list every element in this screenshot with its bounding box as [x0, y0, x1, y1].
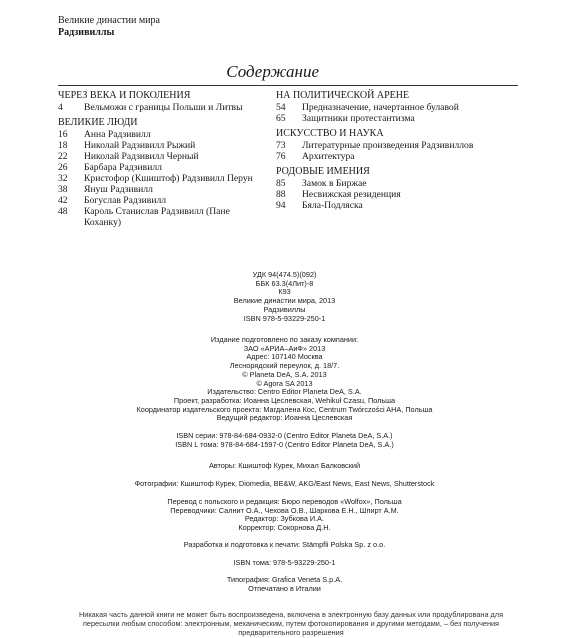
toc-divider: [58, 85, 518, 86]
prepress-line: Разработка и подготовка к печати: Stämpfli Polska Sp. z o.o.: [183, 540, 386, 549]
toc-entry-title: Николай Радзивилл Рыжий: [84, 140, 196, 151]
copyright-notice: Никакая часть данной книги не может быть воспроизведена, включена в электронную базу данных или продублирована для пересылки любым способом: электронным, механическим, путем фотокопирования и другими методами, – без получения предварительного разрешения: [78, 610, 504, 637]
toc-page-number: 4: [58, 102, 63, 113]
isbn-volume-line: ISBN тома: 978-5-93229-250-1: [233, 558, 336, 567]
toc-left-column: [58, 90, 258, 228]
toc-page-number: 65: [276, 113, 286, 124]
toc-page-number: 88: [276, 189, 286, 200]
toc-right-column: [276, 90, 476, 211]
imprint-line: Координатор издательского проекта: Магдалена Кос, Centrum Twórczości AHA, Польша: [136, 404, 433, 414]
imprint-line: Переводчики: Салнит О.А., Чехова О.В., Шаркова Е.Н., Шпирт А.М.: [170, 505, 399, 515]
toc-section-heading: НА ПОЛИТИЧЕСКОЙ АРЕНЕ: [276, 90, 410, 101]
toc-entry-title: Замок в Биржае: [302, 178, 367, 189]
toc-page-number: 18: [58, 140, 68, 151]
imprint-line: © Planeta DeA, S.A. 2013: [242, 369, 327, 379]
photos-line: Фотографии: Кшиштоф Курек, Diomedia, BE&W, AKG/East News, East News, Shutterstock: [134, 479, 435, 488]
toc-page-number: 94: [276, 200, 286, 211]
imprint-line: Проект, разработка: Иоанна Цеслевская, Wehikuł Czasu, Польша: [173, 395, 396, 405]
toc-entry: [276, 140, 476, 151]
series-header: [58, 15, 160, 39]
translation-block: [0, 498, 569, 533]
imprint-line: Издание подготовлено по заказу компании:: [210, 335, 359, 344]
toc-entry-title: Богуслав Радзивилл: [84, 195, 167, 206]
toc-entry-title: Вельможи с границы Польши и Литвы: [84, 102, 243, 113]
toc-entry-title: Януш Радзивилл: [84, 184, 153, 195]
toc-entry-title: Кароль Станислав Радзивилл (Пане Коханку): [84, 206, 230, 228]
toc-entry-title: Литературные произведения Радзивиллов: [302, 140, 474, 151]
toc-entry: [58, 195, 258, 206]
imprint-line: Ведущий редактор: Иоанна Цеслевская: [216, 413, 353, 423]
toc-entry-title: Кристофор (Кшиштоф) Радзивилл Перун: [84, 173, 253, 184]
toc-entry: [58, 129, 258, 140]
toc-page-number: 16: [58, 129, 68, 140]
toc-entry: [276, 200, 476, 211]
toc-entry: [276, 189, 476, 200]
imprint-line: ЗАО «АРИА–АиФ» 2013: [243, 343, 326, 353]
toc-entry-title: Анна Радзивилл: [84, 129, 151, 140]
toc-entry: [58, 173, 258, 184]
authors-line: Авторы: Кшиштоф Курек, Михал Балковский: [208, 461, 361, 470]
toc-title: Содержание: [226, 62, 319, 81]
toc-section-heading: ВЕЛИКИЕ ЛЮДИ: [58, 117, 138, 128]
isbn-block: [0, 432, 569, 449]
toc-entry: [58, 184, 258, 195]
toc-entry: [58, 102, 258, 113]
imprint-line: Перевод с польского и редакция: Бюро переводов «Wolfox», Польша: [167, 497, 402, 506]
imprint-line: Великие династии мира, 2013: [233, 296, 336, 306]
imprint-line: Типография: Grafica Veneta S.p.A.: [226, 575, 343, 584]
toc-entry: [58, 162, 258, 173]
toc-section-heading: РОДОВЫЕ ИМЕНИЯ: [276, 166, 370, 177]
imprint-line: Отпечатано в Италии: [248, 583, 321, 593]
toc-page-number: 22: [58, 151, 68, 162]
publisher-block: [0, 336, 569, 423]
udk-block: [0, 271, 569, 323]
toc-page-number: 85: [276, 178, 286, 189]
toc-entry: [58, 151, 258, 162]
toc-entry-title: Предназначение, начертанное булавой: [302, 102, 459, 113]
toc-entry: [276, 113, 476, 124]
imprint-line: Леснорядский переулок, д. 18/7.: [229, 361, 340, 371]
toc-page-number: 73: [276, 140, 286, 151]
toc-page-number: 32: [58, 173, 68, 184]
imprint-line: Редактор: Зубкова И.А.: [244, 514, 325, 524]
toc-page-number: 48: [58, 206, 68, 217]
toc-entry-title: Николай Радзивилл Черный: [84, 151, 199, 162]
toc-section-heading: ИСКУССТВО И НАУКА: [276, 128, 384, 139]
imprint-line: ISBN серии: 978-84-684-0932-0 (Centro Editor Planeta DeA, S.A.): [176, 431, 393, 440]
toc-entry: [276, 178, 476, 189]
toc-entry-title: Архитектура: [302, 151, 355, 162]
series-name: Великие династии мира: [58, 15, 160, 26]
toc-page-number: 26: [58, 162, 68, 173]
imprint-line: © Agora SA 2013: [256, 378, 313, 388]
toc-page-number: 38: [58, 184, 68, 195]
imprint-line: Радзивиллы: [263, 304, 306, 314]
toc-page-number: 42: [58, 195, 68, 206]
printing-block: [0, 576, 569, 593]
toc-entry-title: Бяла-Подляска: [302, 200, 363, 211]
imprint-line: ББК 63.3(4Лит)-8: [255, 278, 314, 288]
toc-entry-title: Барбара Радзивилл: [84, 162, 162, 173]
toc-entry: [58, 206, 258, 228]
imprint-line: Адрес: 107140 Москва: [246, 352, 323, 362]
toc-page-number: 76: [276, 151, 286, 162]
toc-entry: [276, 151, 476, 162]
toc-entry: [58, 140, 258, 151]
volume-name: Радзивиллы: [58, 27, 115, 38]
imprint-line: ISBN L тома: 978-84-684-1597-0 (Centro Editor Planeta DeA, S.A.): [175, 439, 394, 449]
imprint-line: ISBN 978-5-93229-250-1: [243, 313, 326, 323]
toc-entry: [276, 102, 476, 113]
imprint-line: К93: [278, 287, 291, 297]
toc-entry-title: Защитники протестантизма: [302, 113, 415, 124]
imprint-line: УДК 94(474.5)(092): [252, 270, 317, 279]
toc-page-number: 54: [276, 102, 286, 113]
imprint-line: Издательство: Centro Editor Planeta DeA, S.A.: [207, 387, 362, 397]
toc-section-heading: ЧЕРЕЗ ВЕКА И ПОКОЛЕНИЯ: [58, 90, 191, 101]
toc-entry-title: Несвижская резиденция: [302, 189, 401, 200]
imprint-line: Корректор: Сокорнова Д.Н.: [238, 523, 331, 533]
